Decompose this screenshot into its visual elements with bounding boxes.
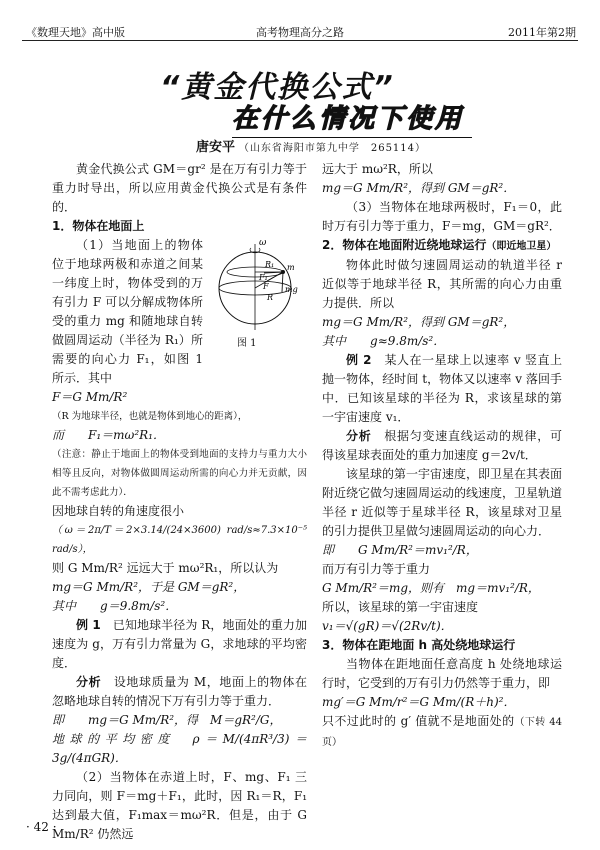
angular-velocity-text: 因地球自转的角速度很小 xyxy=(52,504,185,518)
mass-point xyxy=(281,270,285,274)
equation-centripetal-body: F₁＝mω²R₁． xyxy=(88,428,165,442)
therefore-text: 所以，该星球的第一宇宙速度 xyxy=(322,600,479,614)
earth-diagram xyxy=(207,236,307,332)
title-line-2 xyxy=(232,98,472,138)
continued-note: （下转 44 页） xyxy=(322,717,562,748)
equation-right-4 xyxy=(322,541,562,560)
intro-paragraph: 黄金代换公式 GM＝gr² 是在万有引力等于重力时导出，所以应用黄金代换公式是有条件的． xyxy=(52,162,307,214)
equation-angular-velocity: （ω＝2π/T＝2×3.14/(24×3600) rad/s≈7.3×10⁻⁵ rad/s）， xyxy=(52,525,307,555)
point-1-paragraph: （1）当地面上的物体位于地球两极和赤道之间某一纬度上时，物体受到的万有引力 F 可以分解成物体所受的重力 mg 和随地球自转做圆周运动（半径为 R₁）所需要的向心力 F₁，如图 1 所示．其中 xyxy=(52,238,203,385)
equation-right-4-body: G Mm/R²＝mv₁²/R， xyxy=(358,543,478,557)
equation-density-body: ρ＝M/(4πR³/3)＝3g/(4πGR)． xyxy=(52,732,307,765)
example-1-text: 已知地球半径为 R，地面处的重力加速度为 g，万有引力常量为 G，求地球的平均密度． xyxy=(52,618,307,670)
section-1-heading: 1．物体在地面上 xyxy=(52,219,145,233)
running-header xyxy=(0,22,600,40)
header-issue: 2011年第2期 xyxy=(508,26,576,39)
label-r1: R₁ xyxy=(265,260,275,269)
first-cosmic-velocity-paragraph: 该星球的第一宇宙速度，即卫星在其表面附近绕它做匀速圆周运动的线速度，卫星轨道半径 r 近似等于星球半径 R，该星球对卫星的引力提供卫星做匀速圆周运动的向心力． xyxy=(322,467,563,538)
point-2-paragraph: （2）当物体在赤道上时，F、mg、F₁ 三力同向，则 F＝mg＋F₁，此时，因 R₁＝R，F₁ 达到最大值，F₁max＝mω²R．但是，由于 G Mm/R² 仍然远 xyxy=(52,770,307,841)
equation-right-2: mg＝G Mm/R²，得到 GM＝gR²， xyxy=(322,315,516,329)
equation-g-value-body: g＝9.8m/s²． xyxy=(100,599,178,613)
author-line xyxy=(196,136,426,155)
section-2-heading xyxy=(322,236,562,256)
equation-density-lead: 地球的平均密度 xyxy=(52,732,175,746)
point-3-paragraph: （3）当物体在地球两极时，F₁＝0，此时万有引力等于重力，F＝mg，GM＝gR²． xyxy=(322,200,562,233)
header-column: 高考物理高分之路 xyxy=(256,26,344,39)
header-rule xyxy=(22,40,578,41)
analysis-2-label: 分析 xyxy=(346,429,372,443)
equation-mass xyxy=(52,711,307,730)
label-f: F xyxy=(263,282,269,291)
label-omega: ω xyxy=(259,238,267,248)
mg-arrow xyxy=(282,272,283,292)
label-r: R xyxy=(267,293,274,302)
section-2-title: 2．物体在地面附近绕地球运行 xyxy=(322,238,487,252)
comparison-text: 则 G Mm/R² 远远大于 mω²R₁，所以认为 xyxy=(52,561,279,575)
author-affiliation: （山东省海阳市第九中学 265114） xyxy=(238,143,427,154)
equation-right-6: v₁＝√(gR)＝√(2Rv/t)． xyxy=(322,619,453,633)
example-2 xyxy=(322,351,562,427)
closing-text xyxy=(322,712,562,752)
example-2-text: 某人在一星球上以速率 v 竖直上抛一物体，经时间 t，物体又以速率 v 落回手中．已知该星球的半径为 R，求该星球的第一宇宙速度 v₁． xyxy=(322,353,562,424)
analysis-1 xyxy=(52,673,307,711)
page-number: · 42 · xyxy=(26,820,57,834)
equation-gravity: F＝G Mm/R² xyxy=(52,390,128,404)
equation-g-value-lead: 其中 xyxy=(52,599,77,613)
left-column xyxy=(52,160,307,844)
closing-text-body: 只不过此时的 g′ 值就不是地面处的 xyxy=(322,714,515,728)
equation-centripetal xyxy=(52,426,307,445)
example-1 xyxy=(52,616,307,673)
equation-density xyxy=(52,730,307,768)
analysis-2 xyxy=(322,427,562,465)
equation-right-4-lead: 即 xyxy=(322,543,335,557)
header-journal: 《数理天地》高中版 xyxy=(26,26,125,39)
gravity-equals-weight-text: 而万有引力等于重力 xyxy=(322,562,431,576)
author-name: 唐安平 xyxy=(196,140,236,155)
label-mg: mg xyxy=(285,285,298,294)
note-support-force: （注意：静止于地面上的物体受到地面的支持力与重力大小相等且反向，对物体做圆周运动所需的向心力并无贡献，因此不需考虑此力）． xyxy=(52,449,307,498)
figure-caption: 图 1 xyxy=(237,338,257,349)
title-line-1: “黄金代换公式” xyxy=(160,70,395,105)
section-2-note: （即近地卫星） xyxy=(486,241,557,252)
analysis-1-label: 分析 xyxy=(76,675,102,689)
equation-mass-lead: 即 xyxy=(52,713,65,727)
section-2-paragraph: 物体此时做匀速圆周运动的轨道半径 r 近似等于地球半径 R，其所需的向心力由重力提供．所以 xyxy=(322,258,562,310)
note-radius: （R 为地球半径，也就是物体到地心的距离）， xyxy=(52,411,248,422)
label-f1: F₁ xyxy=(259,273,268,282)
example-2-label: 例 2 xyxy=(346,353,372,367)
label-m: m xyxy=(287,263,295,272)
equation-right-3 xyxy=(322,332,562,351)
equation-right-1: mg＝G Mm/R²，得到 GM＝gR²． xyxy=(322,181,516,195)
figure-1 xyxy=(207,236,307,354)
equation-right-3-lead: 其中 xyxy=(322,334,347,348)
continued-text: 远大于 mω²R，所以 xyxy=(322,162,433,176)
equation-centripetal-lead: 而 xyxy=(52,428,65,442)
equation-mass-body: mg＝G Mm/R²，得 M＝gR²/G， xyxy=(88,713,282,727)
section-3-heading: 3．物体在距地面 h 高处绕地球运行 xyxy=(322,638,516,652)
equation-golden: mg＝G Mm/R²，于是 GM＝gR²， xyxy=(52,580,246,594)
analysis-1-text: 设地球质量为 M，地面上的物体在忽略地球自转的情况下万有引力等于重力． xyxy=(52,675,307,708)
analysis-2-text: 根据匀变速直线运动的规律，可得该星球表面处的重力加速度 g＝2v/t． xyxy=(322,429,562,462)
equation-g-value xyxy=(52,597,307,616)
right-column xyxy=(322,160,562,752)
section-3-paragraph: 当物体在距地面任意高度 h 处绕地球运行时，它受到的万有引力仍然等于重力，即 xyxy=(322,657,562,690)
equation-right-5: G Mm/R²＝mg，则有 mg＝mv₁²/R， xyxy=(322,581,540,595)
title-line-2-text: 在什么情况下使用 xyxy=(232,104,465,134)
equation-right-7: mg′＝G Mm/r²＝G Mm/(R＋h)²． xyxy=(322,695,516,709)
example-1-label: 例 1 xyxy=(76,618,101,632)
equation-right-3-body: g≈9.8m/s²． xyxy=(370,334,446,348)
